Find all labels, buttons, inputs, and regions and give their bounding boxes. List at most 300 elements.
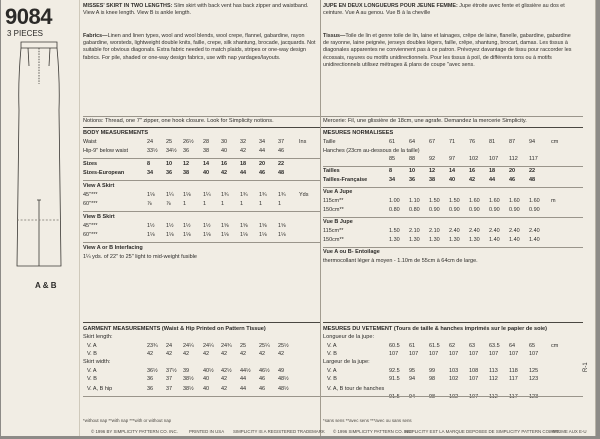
tailles-row-value: 16: [469, 168, 476, 174]
mesures-heading: MESURES NORMALISEES: [323, 130, 394, 136]
longueur-a-row: [323, 343, 585, 351]
length-b-row-value: 42: [259, 351, 266, 357]
hip-ab-row: [83, 386, 320, 394]
sizes-row-value: 22: [278, 161, 285, 167]
english-description: [83, 3, 318, 17]
tailles-row-value: 12: [429, 168, 436, 174]
english-column: [83, 0, 321, 436]
vue-a-115-row: [323, 198, 585, 206]
vue-b-115-row-value: 1.50: [389, 228, 400, 234]
largeur-b-row-value: 112: [489, 376, 498, 382]
width-b-row-value: 42: [221, 376, 228, 382]
vue-b-150-row-value: 1.30: [389, 237, 400, 243]
view-b-60-row-value: 1⅛: [278, 232, 286, 238]
view-a-heading: [83, 183, 320, 191]
vue-b-heading: [323, 219, 585, 227]
longueur-b-row-value: 107: [389, 351, 399, 357]
longueur-b-row-value: 107: [409, 351, 419, 357]
sizes-row-value: 10: [166, 161, 173, 167]
length-b-row-value: 42: [221, 351, 228, 357]
tailles-fr-row: [323, 177, 585, 185]
view-a-60-row-value: 1: [221, 201, 225, 207]
sizes-row-value: 20: [259, 161, 266, 167]
skirt-width-label: Skirt width:: [83, 359, 111, 365]
length-a-row-value: 24¼: [183, 343, 194, 349]
tour-hanches-row-value: 107: [469, 394, 479, 400]
tour-hanches-row-value: 112: [489, 394, 498, 400]
sizes-row-value: 12: [183, 161, 190, 167]
width-a-row-value: 46½: [259, 368, 270, 374]
vue-a-150-row-value: 0.80: [409, 207, 420, 213]
longueur-a-row-value: 61.5: [429, 343, 440, 349]
width-a-row-value: 37½: [166, 368, 177, 374]
length-a-row-value: 24¼: [203, 343, 214, 349]
sizes-row-value: 14: [203, 161, 210, 167]
largeur-a-row-value: 108: [469, 368, 479, 374]
hip-ab-row-label: V. A, B hip: [87, 386, 113, 392]
length-b-row-value: 42: [183, 351, 190, 357]
hanches-row-value: 88: [409, 156, 416, 162]
waist-row-value: 28: [203, 139, 210, 145]
hip-row-value: 42: [240, 148, 247, 154]
vue-b-150-row-value: 1.40: [509, 237, 520, 243]
vue-a-150-row-value: 0.80: [389, 207, 400, 213]
largeur-a-row-value: 95: [409, 368, 416, 374]
tour-hanches-row-value: 98: [429, 394, 436, 400]
largeur-label: Largeur de la jupe:: [323, 359, 370, 365]
hip-row: [83, 148, 320, 156]
taille-row: [323, 139, 585, 147]
taille-row-value: 67: [429, 139, 436, 145]
waist-row-value: 30: [221, 139, 228, 145]
taille-row-value: 81: [489, 139, 496, 145]
view-b-60-row: [83, 232, 320, 240]
interfacing-note-row: [83, 254, 320, 262]
length-a-row-value: 25: [240, 343, 247, 349]
entoilage-note-row: [323, 258, 585, 266]
waist-row-value: 24: [147, 139, 154, 145]
hip-ab-row-value: 40: [203, 386, 210, 392]
entoilage-note-row-label: thermocollant léger à moyen - 1.10m de 55cm à 64cm de large.: [323, 258, 478, 264]
vue-a-150-row-value: 0.90: [429, 207, 440, 213]
taille-row-value: 94: [529, 139, 536, 145]
hip-ab-row-value: 44: [240, 386, 247, 392]
hip-row-value: 46: [278, 148, 285, 154]
copyright-fr: © 1996 SIMPLICITY PATTERN CO. INC.: [333, 429, 413, 434]
tissus-label-fr: Tissus—: [323, 33, 346, 39]
taille-row-value: 61: [389, 139, 396, 145]
entoilage-row-label: Vue A ou B- Entoilage: [323, 249, 380, 255]
waist-row: [83, 139, 320, 147]
hip-ab-row-value: 48½: [278, 386, 289, 392]
largeur-b-row-value: 117: [509, 376, 518, 382]
copyright-en: © 1996 BY SIMPLICITY PATTERN CO. INC.: [91, 429, 178, 434]
hanches-row: [323, 156, 585, 164]
hip-ab-row-value: 42: [221, 386, 228, 392]
vue-b-heading-label: Vue B Jupe: [323, 219, 353, 225]
sizes-eu-row-value: 40: [203, 170, 210, 176]
view-b-60-row-value: 1⅛: [147, 232, 155, 238]
title-fr: JUPE EN DEUX LONGUEURS POUR JEUNE FEMME:: [323, 3, 458, 9]
longueur-a-row-value: 65: [529, 343, 536, 349]
notions-en: Notions: Thread, one 7" zipper, one hook closure. Look for Simplicity notions.: [83, 118, 274, 124]
vue-a-150-row-value: 0.90: [509, 207, 520, 213]
view-a-45-row-value: 1¾: [221, 192, 229, 198]
vue-a-150-row-label: 150cm**: [323, 207, 344, 213]
sizes-eu-row: [83, 170, 320, 178]
fabrics-label-en: Fabrics—: [83, 33, 108, 39]
hip-row-value: 38: [203, 148, 210, 154]
view-b-60-row-value: 1⅛: [183, 232, 191, 238]
vue-b-115-row: [323, 228, 585, 236]
hanches-row-value: 97: [449, 156, 456, 162]
mercerie-fr: Mercerie: Fil, une glissière de 18cm, une agrafe. Demandez la mercerie Simplicity.: [323, 118, 527, 124]
printed-fr: IMPRIME AUX E-U: [549, 429, 587, 434]
width-a-row: [83, 368, 320, 376]
largeur-a-row: [323, 368, 585, 376]
largeur-b-row-value: 98: [429, 376, 436, 382]
sizes-eu-row-value: 34: [147, 170, 154, 176]
tailles-fr-row-value: 48: [529, 177, 536, 183]
sizes-eu-row-value: 42: [221, 170, 228, 176]
pieces-count: 3 PIECES: [7, 29, 44, 38]
left-column: [1, 0, 80, 436]
tailles-row-value: 8: [389, 168, 393, 174]
view-a-60-row-label: 60"***: [83, 201, 98, 207]
hip-row-value: 40: [221, 148, 228, 154]
width-b-row-value: 46: [259, 376, 266, 382]
width-a-row-value: 49: [278, 368, 285, 374]
tailles-fr-row-value: 36: [409, 177, 416, 183]
width-b-row-value: 40: [203, 376, 210, 382]
sizes-eu-row-value: 46: [259, 170, 266, 176]
longueur-b-row-label: V. B: [327, 351, 337, 357]
side-code: R-1: [583, 362, 589, 372]
largeur-b-row-value: 123: [529, 376, 539, 382]
pattern-envelope-back: [1, 0, 596, 436]
view-b-45-row-value: 1⅝: [278, 223, 286, 229]
hip-row-label: Hip-9" below waist: [83, 148, 129, 154]
longueur-a-row-label: V. A: [327, 343, 337, 349]
width-b-row-value: 36: [147, 376, 154, 382]
fabrics-en: [83, 33, 318, 62]
tissus-text-fr: Toile de lin et genre toile de lin, laine et lainages, crêpe de laine, flanelle, gabardine, gabardine de rayonne, laine peignée, jerseys doubles légers, faille, crêpe, shantung, brocart, damas. Les tissus à diagonales apparentes ne conviennent pas à ce patron. Prévoyez davantage de tissu pour raccorder les écossais, rayures ou motifs unidirectionnels. Pour les tissus à poil, de différents tons ou à motifs unidirectionnels utilisez métrages & plans de coupe "avec sens.: [323, 33, 572, 68]
view-a-45-row-unit: Yds: [299, 192, 309, 198]
vue-a-115-row-value: 1.50: [429, 198, 440, 204]
length-a-row-value: 23¾: [147, 343, 158, 349]
views-label: A & B: [35, 281, 57, 290]
longueur-label: Longueur de la jupe:: [323, 334, 375, 340]
length-b-row-value: 42: [166, 351, 173, 357]
sizes-eu-row-value: 44: [240, 170, 247, 176]
view-b-60-row-value: 1⅛: [240, 232, 248, 238]
view-b-45-row-value: 1½: [183, 223, 191, 229]
intro-en: Slim skirt with back vent has back zipper and waistband. View A is knee length. View B is ankle length.: [83, 3, 309, 17]
vue-a-115-row-unit: m: [551, 198, 556, 204]
vue-a-115-row-value: 1.60: [489, 198, 500, 204]
width-a-row-value: 44½: [240, 368, 251, 374]
length-a-row-value: 25¼: [259, 343, 270, 349]
vue-a-150-row-value: 0.90: [469, 207, 480, 213]
vue-a-150-row: [323, 207, 585, 215]
fabrics-text-en: Linen and linen types, wool and wool blends, wool crepe, flannel, gabardine, rayon gabardine, worsteds, lightweight double knits, faille, crepe, silk shantung, brocade, jacquards. Not suitable for obvious diagonals. Extra fabric needed to match plaids, stripes or one-way design fabrics. For pile, shaded or one-way design fabrics, use with nap yardages/layouts.: [83, 33, 316, 61]
view-a-60-row-value: 1: [203, 201, 207, 207]
width-a-row-value: 42½: [221, 368, 232, 374]
vue-a-150-row-value: 0.90: [489, 207, 500, 213]
length-a-row-value: 24¾: [221, 343, 232, 349]
printed-en: PRINTED IN USA: [189, 429, 225, 434]
longueur-b-row-value: 107: [429, 351, 439, 357]
largeur-b-row-label: V. B: [327, 376, 337, 382]
tour-hanches-row-value: 102: [449, 394, 459, 400]
intro-fr: Jupe étroite avec fente et glissière au dos et ceinture. Vue A au genou. Vue B à la cheville: [323, 3, 565, 17]
length-a-row-value: 25½: [278, 343, 289, 349]
view-b-45-row-value: 1⅝: [240, 223, 248, 229]
hanches-label-row: [323, 148, 585, 156]
tailles-row-value: 14: [449, 168, 456, 174]
view-a-60-row-value: ⅞: [147, 201, 152, 207]
sizes-row-label: Sizes: [83, 161, 98, 167]
hanches-row-value: 92: [429, 156, 436, 162]
hanches-label-row-label: Hanches (23cm au-dessous de la taille): [323, 148, 420, 154]
vue-a-115-row-value: 1.60: [469, 198, 480, 204]
width-a-row-value: 39: [183, 368, 190, 374]
longueur-b-row-value: 107: [449, 351, 459, 357]
hanches-row-value: 85: [389, 156, 396, 162]
tour-hanches-row-value: 123: [529, 394, 539, 400]
view-a-45-row-value: 1¾: [259, 192, 267, 198]
view-a-45-row-value: 1¼: [166, 192, 174, 198]
largeur-a-row-label: V. A: [327, 368, 337, 374]
vue-b-150-row: [323, 237, 585, 245]
largeur-b-row-value: 94: [409, 376, 416, 382]
view-a-45-row-value: 1⅛: [147, 192, 155, 198]
waist-row-value: 26½: [183, 139, 194, 145]
length-b-row-value: 42: [147, 351, 154, 357]
tailles-row-value: 20: [509, 168, 516, 174]
largeur-a-row-value: 118: [509, 368, 518, 374]
hanches-row-value: 117: [529, 156, 538, 162]
tissus-fr: [323, 33, 575, 69]
view-a-60-row-value: 1: [278, 201, 282, 207]
taille-row-unit: cm: [551, 139, 559, 145]
tailles-fr-row-label: Tailles-Française: [323, 177, 368, 183]
width-a-row-value: 36½: [147, 368, 158, 374]
body-measurements-heading: BODY MEASUREMENTS: [83, 130, 149, 136]
view-a-heading-label: View A Skirt: [83, 183, 115, 189]
largeur-a-row-value: 113: [489, 368, 498, 374]
length-b-row-label: V. B: [87, 351, 97, 357]
width-b-row-value: 44: [240, 376, 247, 382]
length-a-row-label: V. A: [87, 343, 97, 349]
skirt-back-view-drawing: [1, 40, 79, 320]
tailles-fr-row-value: 38: [429, 177, 436, 183]
view-a-60-row-value: 1: [183, 201, 187, 207]
sizes-row: [83, 161, 320, 169]
tour-hanches-row-value: 94: [409, 394, 416, 400]
vue-a-115-row-value: 1.60: [509, 198, 520, 204]
french-description: [323, 3, 575, 17]
vue-a-heading-label: Vue A Jupe: [323, 189, 353, 195]
view-a-45-row-value: 1⅛: [183, 192, 191, 198]
french-column: [321, 0, 593, 436]
hanches-row-value: 102: [469, 156, 479, 162]
largeur-b-row-value: 91.5: [389, 376, 400, 382]
garment-measurements-heading: GARMENT MEASUREMENTS (Waist & Hip Printed on Pattern Tissue): [83, 326, 266, 332]
view-a-60-row-value: ⅞: [166, 201, 171, 207]
waist-row-unit: Ins: [299, 139, 307, 145]
skirt-length-label: Skirt length:: [83, 334, 113, 340]
tailles-fr-row-value: 40: [449, 177, 456, 183]
vue-a-heading: [323, 189, 585, 197]
view-b-45-row-value: 1½: [147, 223, 155, 229]
longueur-a-row-value: 60.5: [389, 343, 400, 349]
hip-row-value: 44: [259, 148, 266, 154]
tailles-row: [323, 168, 585, 176]
vue-b-150-row-value: 1.30: [429, 237, 440, 243]
sizes-eu-row-label: Sizes-European: [83, 170, 125, 176]
sizes-eu-row-value: 48: [278, 170, 285, 176]
longueur-b-row-value: 107: [509, 351, 519, 357]
entoilage-row: [323, 249, 585, 257]
taille-row-value: 71: [449, 139, 456, 145]
mesures-vetement-heading: MESURES DU VETEMENT (Tours de taille & hanches imprimés sur le papier de soie): [323, 326, 548, 332]
hanches-row-value: 112: [509, 156, 518, 162]
vue-a-115-row-value: 1.10: [409, 198, 420, 204]
view-b-45-row-value: 1⅝: [259, 223, 267, 229]
largeur-a-row-value: 103: [449, 368, 459, 374]
footnote-fr: *sans sens **avec sens ***avec ou sans sens: [323, 418, 412, 423]
view-a-60-row-value: 1: [240, 201, 244, 207]
view-a-45-row: [83, 192, 320, 200]
view-a-45-row-label: 45"***: [83, 192, 98, 198]
tailles-row-value: 22: [529, 168, 536, 174]
waist-row-value: 34: [259, 139, 266, 145]
pattern-number: 9084: [5, 4, 52, 29]
vue-b-150-row-value: 1.30: [409, 237, 420, 243]
view-b-45-row-value: 1½: [166, 223, 174, 229]
sizes-row-value: 18: [240, 161, 247, 167]
vue-a-115-row-value: 1.60: [529, 198, 540, 204]
width-b-row-value: 37: [166, 376, 173, 382]
trademark-fr: SIMPLICITY EST LA MARQUE DEPOSEE DE SIMPLICITY PATTERN CO. INC.: [404, 429, 561, 434]
largeur-a-row-value: 92.5: [389, 368, 400, 374]
interfacing-note-row-label: 1¼ yds. of 22" to 25" light to mid-weight fusible: [83, 254, 197, 260]
interfacing-row: [83, 245, 320, 253]
waist-row-value: 37: [278, 139, 285, 145]
title-en: MISSES' SKIRT IN TWO LENGTHS:: [83, 3, 173, 9]
hip-ab-row-value: 38½: [183, 386, 194, 392]
vue-a-115-row-label: 115cm**: [323, 198, 344, 204]
longueur-b-row-value: 107: [469, 351, 479, 357]
waist-row-value: 25: [166, 139, 173, 145]
largeur-b-row-value: 107: [469, 376, 479, 382]
hip-ab-row-value: 46: [259, 386, 266, 392]
sizes-row-value: 8: [147, 161, 151, 167]
tailles-row-value: 10: [409, 168, 416, 174]
largeur-a-row-value: 99: [429, 368, 436, 374]
length-b-row-value: 42: [203, 351, 210, 357]
footnote-en: *without nap **with nap ***with or without nap: [83, 418, 172, 423]
view-a-45-row-value: 1¾: [278, 192, 286, 198]
vue-b-150-row-value: 1.40: [529, 237, 540, 243]
vue-b-115-row-value: 2.40: [509, 228, 520, 234]
longueur-b-row: [323, 351, 585, 359]
view-b-heading: [83, 214, 320, 222]
hip-ab-row-value: 37: [166, 386, 173, 392]
width-b-row: [83, 376, 320, 384]
vue-b-115-row-value: 2.10: [429, 228, 440, 234]
vue-b-115-row-value: 2.10: [409, 228, 420, 234]
tour-hanches-label-row: [323, 386, 585, 394]
longueur-a-row-value: 61: [409, 343, 416, 349]
view-b-60-row-value: 1⅛: [221, 232, 229, 238]
view-a-45-row-value: 1¾: [240, 192, 248, 198]
interfacing-row-label: View A or B Interfacing: [83, 245, 143, 251]
width-b-row-value: 38½: [183, 376, 194, 382]
vue-b-115-row-value: 2.40: [469, 228, 480, 234]
hip-row-value: 33½: [147, 148, 158, 154]
view-b-45-row-label: 45"***: [83, 223, 98, 229]
tailles-fr-row-value: 44: [489, 177, 496, 183]
tailles-fr-row-value: 34: [389, 177, 396, 183]
view-b-45-row-value: 1½: [203, 223, 211, 229]
largeur-a-row-value: 125: [529, 368, 539, 374]
width-b-row-value: 48½: [278, 376, 289, 382]
largeur-b-row-value: 102: [449, 376, 459, 382]
hanches-row-value: 107: [489, 156, 499, 162]
longueur-a-row-value: 63.5: [489, 343, 500, 349]
tour-hanches-label-row-label: V. A, B tour de hanches: [327, 386, 385, 392]
waist-row-value: 32: [240, 139, 247, 145]
view-b-60-row-value: 1⅛: [203, 232, 211, 238]
longueur-a-row-value: 62: [449, 343, 456, 349]
vue-b-115-row-value: 2.40: [449, 228, 460, 234]
sizes-eu-row-value: 38: [183, 170, 190, 176]
view-a-45-row-value: 1¼: [203, 192, 211, 198]
longueur-b-row-value: 107: [529, 351, 539, 357]
width-a-row-label: V. A: [87, 368, 97, 374]
taille-row-value: 87: [509, 139, 516, 145]
hip-row-value: 36: [183, 148, 190, 154]
vue-b-115-row-value: 2.40: [529, 228, 540, 234]
length-b-row: [83, 351, 320, 359]
vue-a-115-row-value: 1.50: [449, 198, 460, 204]
view-a-60-row-value: 1: [259, 201, 263, 207]
view-b-60-row-value: 1⅛: [259, 232, 267, 238]
taille-row-value: 64: [409, 139, 416, 145]
hip-row-value: 34½: [166, 148, 177, 154]
view-b-60-row-value: 1⅛: [166, 232, 174, 238]
width-b-row-label: V. B: [87, 376, 97, 382]
tailles-fr-row-value: 42: [469, 177, 476, 183]
view-a-60-row: [83, 201, 320, 209]
longueur-a-row-value: 64: [509, 343, 516, 349]
longueur-a-row-value: 63: [469, 343, 476, 349]
longueur-b-row-value: 107: [489, 351, 499, 357]
tailles-fr-row-value: 46: [509, 177, 516, 183]
view-b-45-row: [83, 223, 320, 231]
vue-a-150-row-value: 0.90: [529, 207, 540, 213]
vue-a-115-row-value: 1.00: [389, 198, 400, 204]
largeur-b-row: [323, 376, 585, 384]
tour-hanches-row-value: 91.5: [389, 394, 400, 400]
sizes-eu-row-value: 36: [166, 170, 173, 176]
width-a-row-value: 40½: [203, 368, 214, 374]
tour-hanches-row-value: 117: [509, 394, 518, 400]
hip-ab-row-value: 36: [147, 386, 154, 392]
sizes-row-value: 16: [221, 161, 228, 167]
